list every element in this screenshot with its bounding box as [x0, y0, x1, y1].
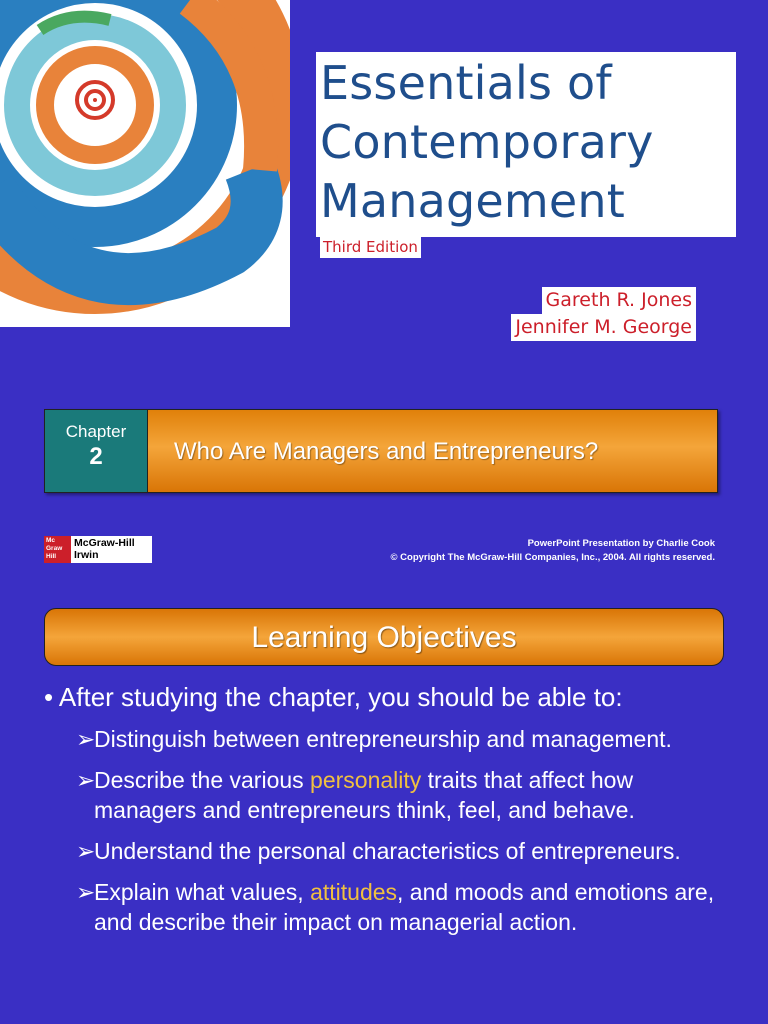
title-line: Essentials of	[320, 56, 612, 110]
objectives-slide	[0, 590, 768, 1024]
bullet-icon: •	[44, 682, 54, 712]
title-line: Management	[320, 174, 626, 228]
objective-item	[76, 765, 736, 825]
objective-text: Distinguish between entrepreneurship and management.	[94, 726, 672, 752]
objective-item	[76, 877, 736, 937]
intro-text: After studying the chapter, you should be able to:	[58, 682, 623, 712]
objective-text: Explain what values,	[94, 879, 311, 905]
objective-text: Understand the personal characteristics of entrepreneurs.	[94, 838, 681, 864]
chapter-label: Chapter	[65, 422, 127, 441]
copyright-notice: © Copyright The McGraw-Hill Companies, Inc., 2004. All rights reserved.	[390, 552, 715, 563]
objectives-intro	[44, 680, 623, 714]
objective-text: Describe the various	[94, 767, 311, 793]
arrow-bullet-icon: ➢	[76, 767, 96, 793]
chapter-number-cell	[45, 410, 148, 492]
logo-mark-text: Graw	[46, 545, 63, 552]
publisher-name: McGraw-Hill	[74, 537, 135, 549]
mcgraw-hill-logo	[44, 536, 152, 563]
logo-words	[71, 536, 135, 563]
chapter-banner	[44, 409, 718, 493]
arrow-bullet-icon: ➢	[76, 838, 96, 864]
objective-text: traits that affect how managers and entrepreneurs think, feel, and behave.	[94, 767, 635, 823]
highlighted-term: personality	[310, 767, 422, 793]
arrow-bullet-icon: ➢	[76, 879, 96, 905]
author-name: Jennifer M. George	[511, 314, 696, 341]
title-line: Contemporary	[320, 115, 654, 169]
objective-item	[76, 724, 736, 754]
logo-mark-text: Hill	[46, 553, 57, 560]
credits	[391, 537, 715, 565]
book-title	[316, 52, 736, 237]
highlighted-term: attitudes	[310, 879, 398, 905]
objectives-heading: Learning Objectives	[44, 608, 724, 666]
chapter-title: Who Are Managers and Entrepreneurs?	[148, 410, 717, 492]
logo-mark	[44, 536, 71, 563]
publisher-imprint: Irwin	[74, 549, 99, 561]
hands-spiral-art-icon	[0, 0, 290, 327]
objectives-list	[76, 724, 736, 948]
objective-item	[76, 836, 736, 866]
arrow-bullet-icon: ➢	[76, 726, 96, 752]
logo-mark-text: Mc	[46, 537, 56, 544]
cover-illustration	[0, 0, 290, 327]
objective-text: , and moods and emotions are, and describe their impact on managerial action.	[94, 879, 715, 935]
chapter-number: 2	[89, 443, 103, 470]
author-name: Gareth R. Jones	[542, 287, 696, 314]
edition-label: Third Edition	[320, 237, 421, 258]
presentation-credit: PowerPoint Presentation by Charlie Cook	[527, 538, 715, 549]
